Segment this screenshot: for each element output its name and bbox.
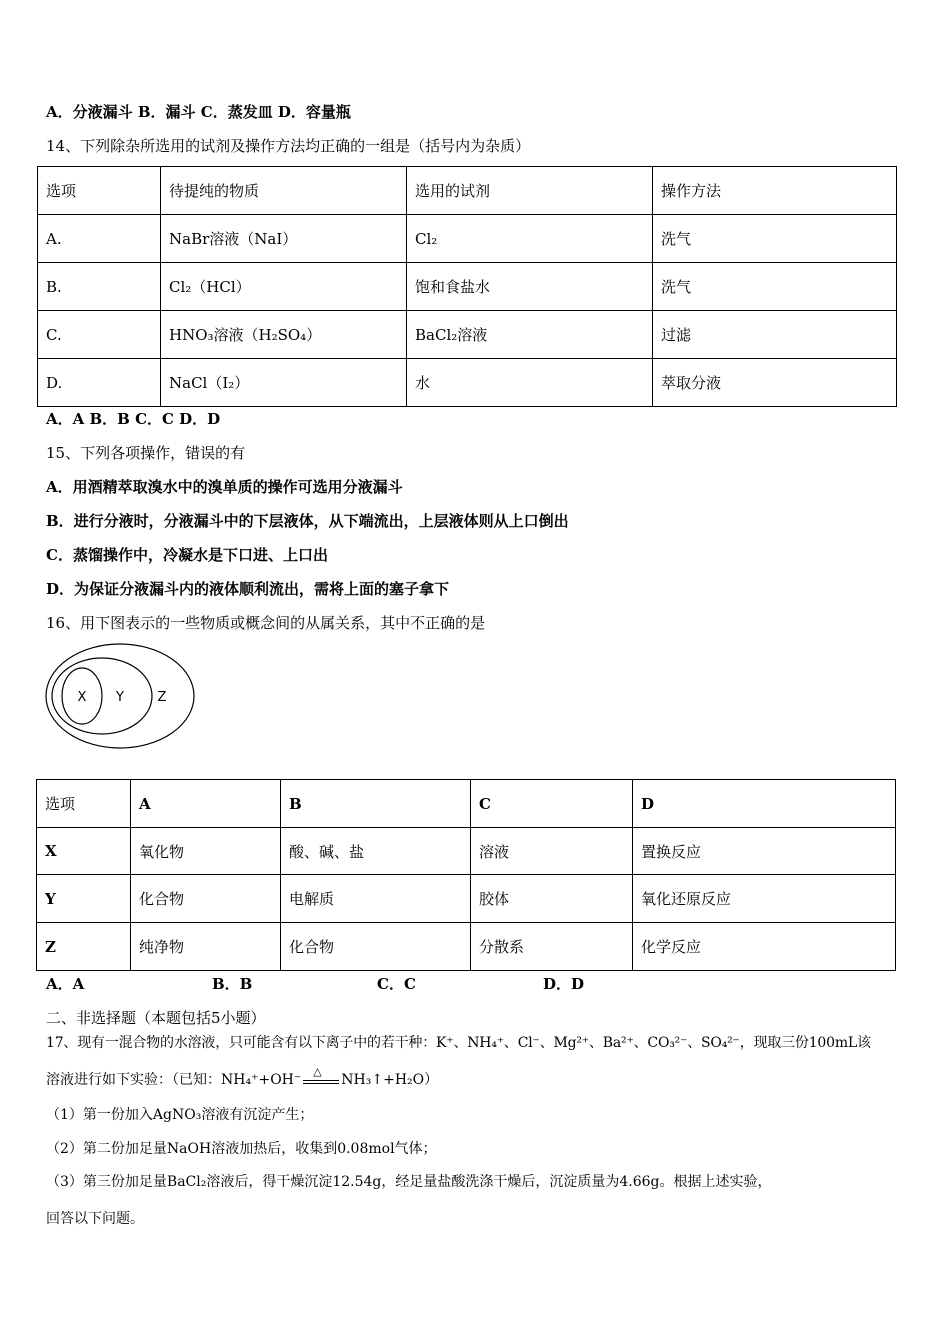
q13-options: A．分液漏斗 B．漏斗 C．蒸发皿 D．容量瓶 xyxy=(46,103,351,121)
q14-header-cell: 选用的试剂 xyxy=(407,167,653,215)
delta-icon: △ xyxy=(313,1065,322,1078)
q17-line2-prefix: 溶液进行如下实验：（已知：NH₄⁺+OH⁻ xyxy=(46,1072,302,1088)
table-cell: 置换反应 xyxy=(633,828,896,875)
q14-header-cell: 待提纯的物质 xyxy=(161,167,407,215)
q16-header-cell: B xyxy=(281,780,471,828)
table-cell: BaCl₂溶液 xyxy=(407,311,653,359)
q17-step3-continued: 回答以下问题。 xyxy=(46,1211,144,1227)
table-cell: 过滤 xyxy=(653,311,897,359)
table-cell: 纯净物 xyxy=(131,923,281,971)
table-cell: 化合物 xyxy=(281,923,471,971)
table-cell: 氧化物 xyxy=(131,828,281,875)
table-cell: A. xyxy=(38,215,161,263)
table-cell: 化学反应 xyxy=(633,923,896,971)
q16-table xyxy=(36,779,896,971)
table-cell: 胶体 xyxy=(471,875,633,923)
table-cell: Y xyxy=(37,875,131,923)
table-row xyxy=(37,828,896,875)
table-cell: B. xyxy=(38,263,161,311)
label-z: Z xyxy=(157,690,167,705)
q16-option-a: A．A xyxy=(46,975,85,993)
label-y: Y xyxy=(116,690,124,705)
table-cell: Cl₂ xyxy=(407,215,653,263)
q17-line2 xyxy=(46,1065,439,1090)
table-row xyxy=(38,215,897,263)
double-line-icon xyxy=(303,1080,339,1084)
q15-option-a: A．用酒精萃取溴水中的溴单质的操作可选用分液漏斗 xyxy=(46,478,403,496)
q17-line2-suffix: NH₃↑+H₂O） xyxy=(341,1072,439,1088)
table-row xyxy=(37,875,896,923)
table-cell: 溶液 xyxy=(471,828,633,875)
q14-header-cell: 选项 xyxy=(38,167,161,215)
q16-option-b: B．B xyxy=(212,975,253,993)
table-cell: 洗气 xyxy=(653,263,897,311)
table-cell: 酸、碱、盐 xyxy=(281,828,471,875)
heat-equilibrium-arrow xyxy=(301,1065,341,1090)
q16-stem: 16、用下图表示的一些物质或概念间的从属关系，其中不正确的是 xyxy=(46,614,486,632)
q14-table xyxy=(37,166,897,407)
q14-header-cell: 操作方法 xyxy=(653,167,897,215)
table-cell: 水 xyxy=(407,359,653,407)
q16-header-cell: A xyxy=(131,780,281,828)
q16-option-d: D．D xyxy=(543,975,585,993)
q15-stem: 15、下列各项操作，错误的有 xyxy=(46,444,246,462)
q16-header-cell: 选项 xyxy=(37,780,131,828)
table-cell: D. xyxy=(38,359,161,407)
table-cell: 萃取分液 xyxy=(653,359,897,407)
label-x: X xyxy=(77,690,87,705)
table-cell: 化合物 xyxy=(131,875,281,923)
q16-option-c: C．C xyxy=(377,975,416,993)
q15-option-d: D．为保证分液漏斗内的液体顺利流出，需将上面的塞子拿下 xyxy=(46,580,450,598)
table-row xyxy=(38,359,897,407)
section-2-title: 二、非选择题（本题包括5小题） xyxy=(46,1009,266,1027)
q16-venn-diagram xyxy=(40,638,200,754)
table-row xyxy=(38,311,897,359)
table-cell: C. xyxy=(38,311,161,359)
q17-step2: （2）第二份加足量NaOH溶液加热后，收集到0.08mol气体； xyxy=(46,1141,437,1157)
table-cell: X xyxy=(37,828,131,875)
q14-options: A．A B．B C．C D．D xyxy=(46,410,221,428)
table-cell: 氧化还原反应 xyxy=(633,875,896,923)
q14-stem: 14、下列除杂所选用的试剂及操作方法均正确的一组是（括号内为杂质） xyxy=(46,137,531,155)
table-row xyxy=(38,263,897,311)
q16-header-cell: C xyxy=(471,780,633,828)
q15-option-c: C．蒸馏操作中，冷凝水是下口进、上口出 xyxy=(46,546,328,564)
table-cell: HNO₃溶液（H₂SO₄） xyxy=(161,311,407,359)
q15-option-b: B．进行分液时，分液漏斗中的下层液体，从下端流出，上层液体则从上口倒出 xyxy=(46,512,569,530)
table-cell: 洗气 xyxy=(653,215,897,263)
q17-step1: （1）第一份加入AgNO₃溶液有沉淀产生； xyxy=(46,1107,314,1123)
q17-step3: （3）第三份加足量BaCl₂溶液后，得干燥沉淀12.54g，经足量盐酸洗涤干燥后，沉淀质量为4.66g。根据上述实验， xyxy=(46,1174,772,1190)
table-row xyxy=(37,923,896,971)
table-cell: 分散系 xyxy=(471,923,633,971)
q17-line1: 17、现有一混合物的水溶液，只可能含有以下离子中的若干种：K⁺、NH₄⁺、Cl⁻、Mg²⁺、Ba²⁺、CO₃²⁻、SO₄²⁻，现取三份100mL该 xyxy=(46,1035,871,1051)
table-cell: Z xyxy=(37,923,131,971)
table-cell: NaBr溶液（NaI） xyxy=(161,215,407,263)
table-cell: Cl₂（HCl） xyxy=(161,263,407,311)
table-cell: 电解质 xyxy=(281,875,471,923)
table-cell: 饱和食盐水 xyxy=(407,263,653,311)
q16-header-cell: D xyxy=(633,780,896,828)
table-cell: NaCl（I₂） xyxy=(161,359,407,407)
